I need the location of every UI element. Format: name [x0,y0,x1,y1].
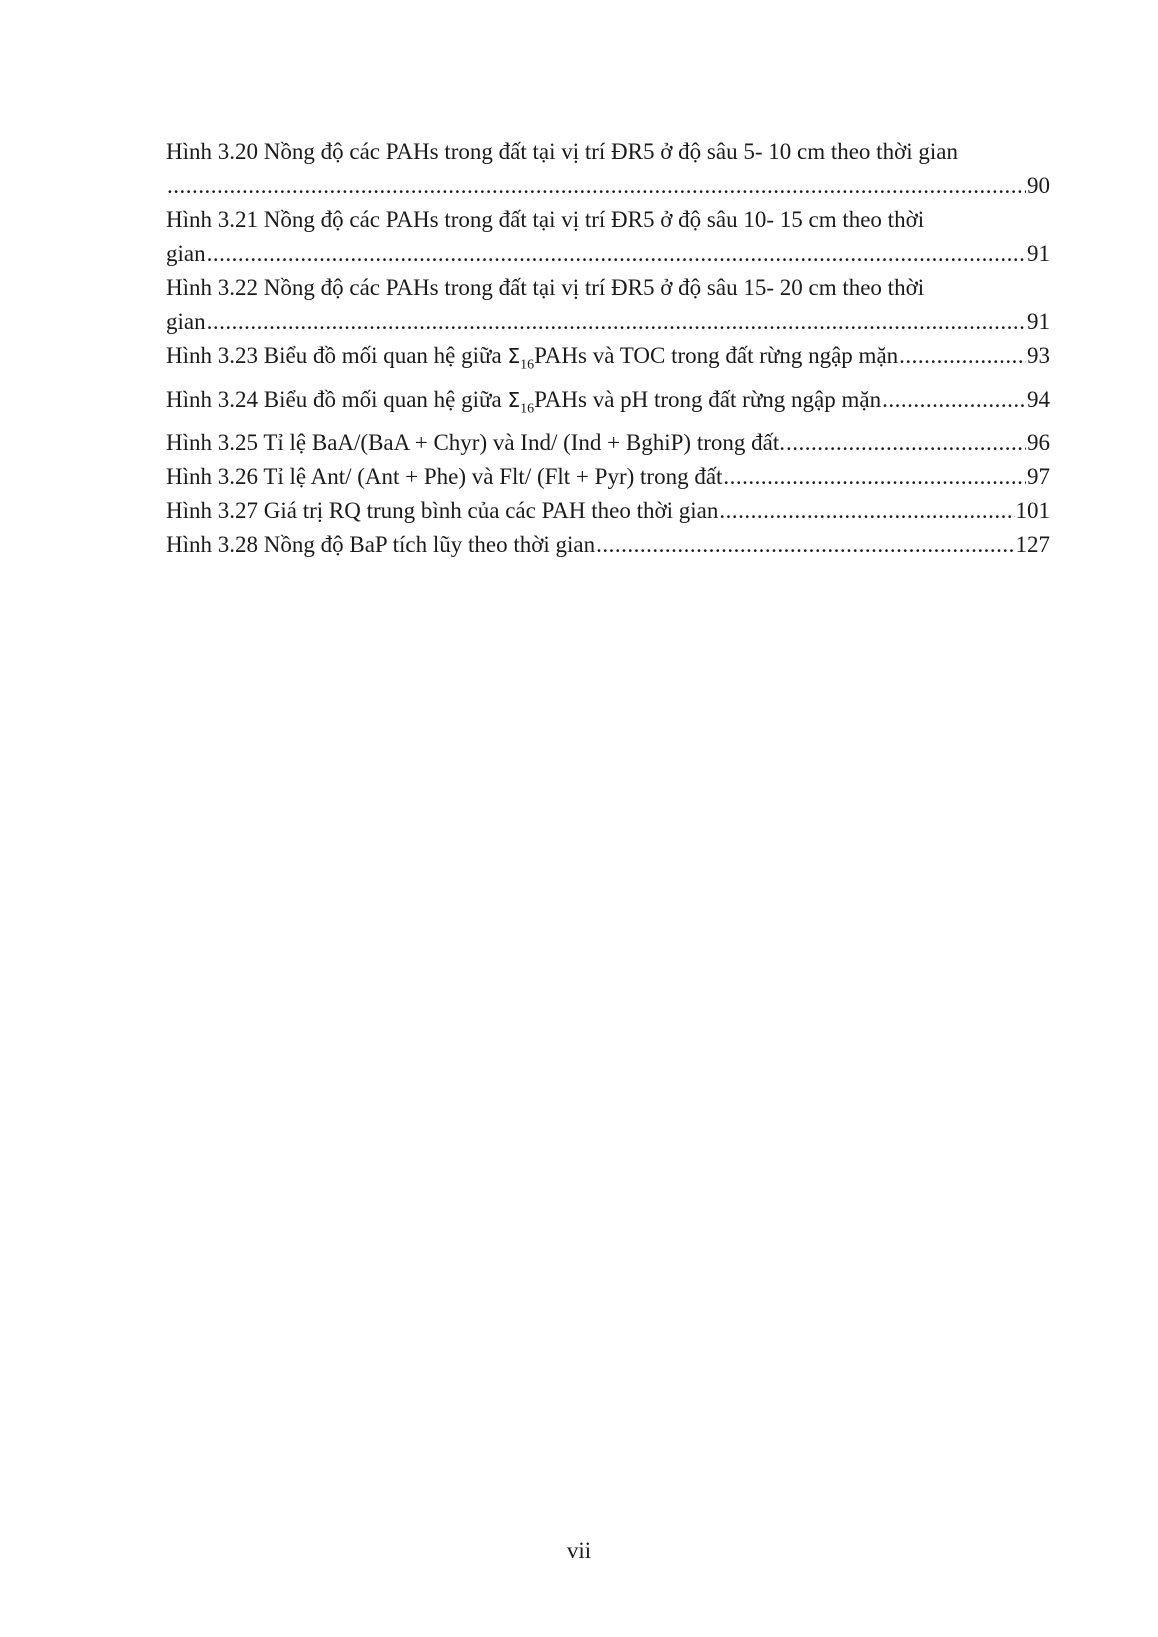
title-pre: Hình 3.24 Biểu đồ mối quan hệ giữa [166,386,508,412]
toc-entry-3-26[interactable] [166,460,1050,494]
dot-leader [899,339,1026,373]
toc-entry-leader [166,169,1050,203]
title-post: PAHs và TOC trong đất rừng ngập mặn [534,343,899,368]
toc-entry-leader [166,460,1050,494]
toc-entry-page: 91 [1027,241,1050,266]
toc-entry-title: Hình 3.28 Nồng độ BaP tích lũy theo thời gian [166,532,596,558]
toc-entry-title [166,339,898,383]
toc-entry-page: 97 [1027,464,1050,490]
dot-leader [167,169,1026,203]
dot-leader [786,426,1026,460]
toc-entry-3-27[interactable] [166,494,1050,528]
toc-entry-leader [166,528,1050,562]
toc-entry-page: 90 [1027,173,1050,198]
sigma-symbol: Σ [507,387,521,412]
sigma-subscript: 16 [520,357,535,373]
dot-leader [596,528,1014,562]
sigma-symbol: Σ [507,344,521,368]
toc-entry-3-20[interactable] [166,135,1050,203]
toc-entry-title: Hình 3.22 Nồng độ các PAHs trong đất tại vị trí ĐR5 ở độ sâu 15- 20 cm theo thời [166,275,925,300]
title-post: PAHs và pH trong đất rừng ngập mặn [534,386,882,412]
toc-entry-leader [166,237,1050,271]
dot-leader [882,383,1026,417]
title-pre: Hình 3.23 Biểu đồ mối quan hệ giữa [166,343,508,368]
dot-leader [207,305,1026,339]
toc-entry-title-cont: gian [166,309,206,334]
toc-entry-title: Hình 3.21 Nồng độ các PAHs trong đất tại vị trí ĐR5 ở độ sâu 10- 15 cm theo thời [166,207,925,232]
toc-entry-leader [166,494,1050,528]
toc-entry-page: 101 [1015,498,1050,524]
toc-entry-3-23[interactable] [166,339,1050,383]
toc-entry-title: Hình 3.20 Nồng độ các PAHs trong đất tại vị trí ĐR5 ở độ sâu 5- 10 cm theo thời gian [166,139,958,164]
toc-entry-page: 96 [1027,430,1050,456]
toc-entry-page: 127 [1015,532,1050,558]
toc-entry-title: Hình 3.26 Tỉ lệ Ant/ (Ant + Phe) và Flt/ (Flt + Pyr) trong đất [166,464,723,490]
page-number: vii [566,1538,592,1563]
toc-entry-3-21[interactable] [166,203,1050,271]
toc-entry-page: 93 [1027,343,1050,368]
toc-entry-page: 94 [1027,386,1050,412]
toc-entry-3-24[interactable] [166,383,1050,427]
toc-entry-title-cont: gian [166,241,206,266]
toc-entry-title: Hình 3.25 Tỉ lệ BaA/(BaA + Chyr) và Ind/ (Ind + BghiP) trong đất. [166,430,785,456]
dot-leader [207,237,1026,271]
toc-entry-title [166,383,881,427]
toc-entry-3-28[interactable] [166,528,1050,562]
toc-entry-leader [166,383,1050,427]
toc-entry-3-25[interactable] [166,426,1050,460]
toc-entry-leader [166,305,1050,339]
toc-entry-leader [166,426,1050,460]
dot-leader [723,460,1026,494]
sigma-subscript: 16 [520,401,535,417]
toc-entry-3-22[interactable] [166,271,1050,339]
dot-leader [719,494,1014,528]
list-of-figures [166,135,1050,562]
toc-entry-page: 91 [1027,309,1050,334]
toc-entry-leader [166,339,1050,383]
toc-entry-title: Hình 3.27 Giá trị RQ trung bình của các PAH theo thời gian [166,498,719,524]
